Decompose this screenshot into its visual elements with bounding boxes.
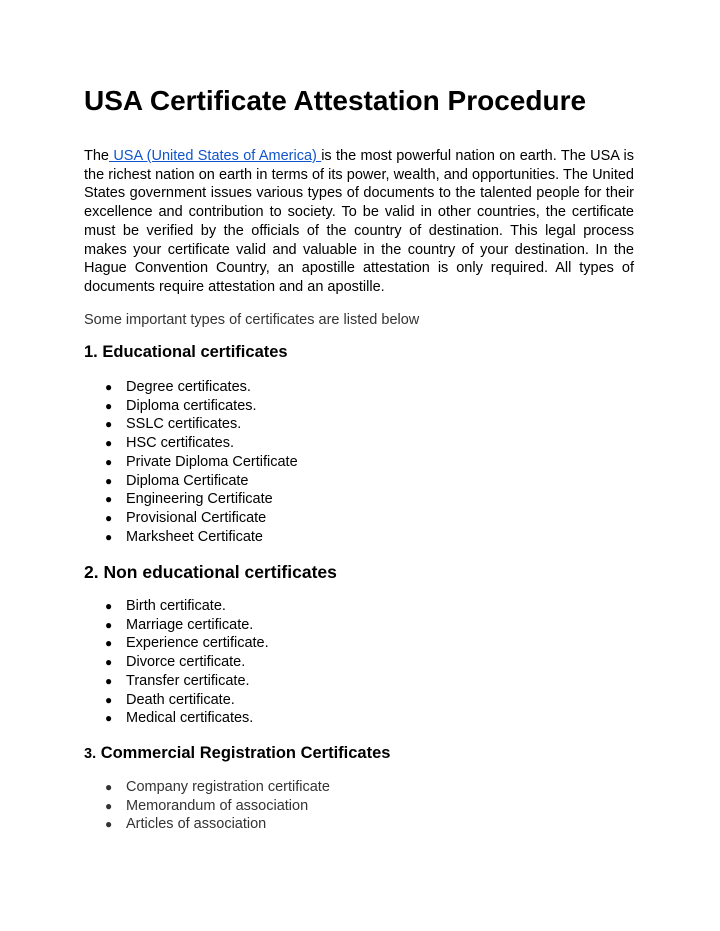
- section-heading-commercial: [84, 744, 390, 763]
- list-item: [84, 472, 298, 491]
- list-item-text: Birth certificate.: [126, 598, 226, 614]
- list-item: [84, 415, 298, 434]
- commercial-certificates-list: [84, 778, 330, 834]
- list-item-text: Medical certificates.: [126, 710, 254, 727]
- list-item: [84, 434, 298, 453]
- list-item: [84, 672, 269, 691]
- section-title: Non educational certificates: [103, 562, 337, 582]
- non-educational-certificates-list: [84, 597, 269, 728]
- list-item-text: Memorandum of association: [126, 797, 309, 814]
- list-item-text: Articles of association: [126, 816, 267, 833]
- bullet-icon: ●: [105, 817, 113, 832]
- bullet-icon: ●: [105, 692, 113, 707]
- list-item-text: Divorce certificate.: [126, 654, 246, 671]
- bullet-icon: ●: [105, 599, 113, 613]
- certificate-types-note: Some important types of certificates are listed below: [84, 312, 420, 328]
- list-item: [84, 616, 269, 635]
- list-item: [84, 815, 330, 834]
- list-item: [84, 378, 298, 397]
- bullet-icon: ●: [105, 617, 113, 632]
- bullet-icon: ●: [105, 655, 113, 670]
- list-item: [84, 453, 298, 472]
- bullet-icon: ●: [105, 673, 113, 688]
- list-item: [84, 709, 269, 728]
- bullet-icon: ●: [105, 380, 113, 394]
- list-item: [84, 691, 269, 710]
- bullet-icon: ●: [105, 780, 113, 794]
- list-item: [84, 797, 330, 816]
- page-title: USA Certificate Attestation Procedure: [84, 85, 587, 116]
- list-item: [84, 778, 330, 797]
- list-item-text: Experience certificate.: [126, 635, 269, 652]
- section-number: 3.: [84, 746, 97, 762]
- list-item-text: SSLC certificates.: [126, 416, 242, 433]
- list-item: [84, 597, 269, 616]
- list-item: [84, 634, 269, 653]
- bullet-icon: ●: [105, 417, 113, 432]
- bullet-icon: ●: [105, 798, 113, 813]
- list-item-text: Marriage certificate.: [126, 616, 254, 633]
- usa-link[interactable]: USA (United States of America): [109, 148, 322, 164]
- list-item-text: Company registration certificate: [126, 779, 330, 795]
- bullet-icon: ●: [105, 436, 113, 451]
- list-item-text: Provisional Certificate: [126, 509, 267, 526]
- educational-certificates-list: [84, 378, 298, 546]
- section-title: Educational certificates: [102, 343, 288, 361]
- bullet-icon: ●: [105, 711, 113, 726]
- bullet-icon: ●: [105, 454, 113, 469]
- bullet-icon: ●: [105, 510, 113, 525]
- section-number: 2.: [84, 562, 99, 582]
- bullet-icon: ●: [105, 492, 113, 507]
- intro-body: is the most powerful nation on earth. The USA is the richest nation on earth in terms of its power, wealth, and opportunities. The United States government issues various types of documents to the talented people for their excellence and contribution to society. To be valid in other countries, the certificate must be verified by the officials of the country of destination. This legal process makes your certificate valid and valuable in the country of your destination. In the Hague Convention Country, an apostille attestation is only required. All types of documents require attestation and an apostille.: [84, 148, 634, 295]
- bullet-icon: ●: [105, 636, 113, 651]
- intro-prefix: The: [84, 148, 109, 164]
- list-item: [84, 528, 298, 547]
- list-item-text: Marksheet Certificate: [126, 528, 263, 545]
- section-number: 1.: [84, 343, 98, 361]
- list-item-text: Diploma Certificate: [126, 472, 249, 489]
- intro-paragraph: [84, 147, 634, 297]
- list-item-text: Engineering Certificate: [126, 491, 273, 508]
- bullet-icon: ●: [105, 473, 113, 488]
- list-item: [84, 653, 269, 672]
- bullet-icon: ●: [105, 398, 113, 413]
- list-item: [84, 509, 298, 528]
- section-heading-non-educational: [84, 562, 337, 583]
- list-item-text: HSC certificates.: [126, 435, 234, 452]
- list-item: [84, 397, 298, 416]
- section-title: Commercial Registration Certificates: [100, 744, 391, 762]
- bullet-icon: ●: [105, 529, 113, 544]
- list-item-text: Diploma certificates.: [126, 397, 257, 414]
- list-item-text: Degree certificates.: [126, 379, 251, 395]
- list-item: [84, 490, 298, 509]
- list-item-text: Private Diploma Certificate: [126, 453, 298, 470]
- list-item-text: Transfer certificate.: [126, 672, 250, 689]
- list-item-text: Death certificate.: [126, 691, 235, 708]
- section-heading-educational: [84, 343, 288, 362]
